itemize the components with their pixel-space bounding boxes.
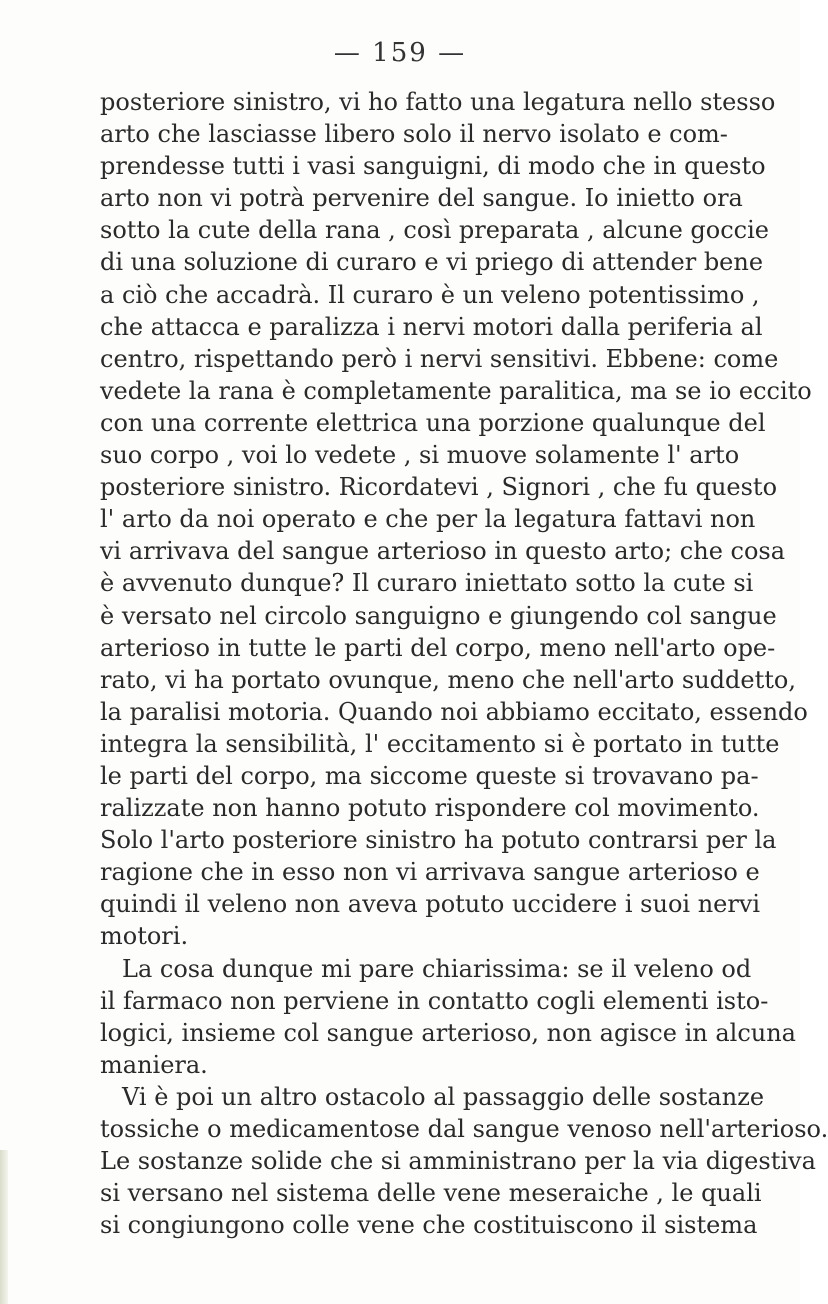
text-line: Vi è poi un altro ostacolo al passaggio delle sostanze: [122, 1082, 765, 1111]
text-line: che attacca e paralizza i nervi motori dalla periferia al: [100, 312, 763, 341]
text-line: La cosa dunque mi pare chiarissima: se il veleno od: [122, 954, 752, 983]
page-edge-shadow: [0, 1150, 8, 1304]
text-line: le parti del corpo, ma siccome queste si trovavano pa-: [100, 761, 759, 790]
text-line: la paralisi motoria. Quando noi abbiamo eccitato, essendo: [100, 697, 808, 726]
text-line: arto che lasciasse libero solo il nervo isolato e com-: [100, 120, 728, 149]
text-line: Solo l'arto posteriore sinistro ha potuto contrarsi per la: [100, 826, 777, 855]
text-line: sotto la cute della rana , così preparata , alcune goccie: [100, 216, 769, 245]
page-number: — 159 —: [333, 38, 467, 68]
text-line: si versano nel sistema delle vene meseraiche , le quali: [100, 1179, 762, 1208]
text-line: centro, rispettando però i nervi sensitivi. Ebbene: come: [100, 344, 779, 373]
text-line: il farmaco non perviene in contatto cogli elementi isto-: [100, 986, 769, 1015]
text-line: l' arto da noi operato e che per la legatura fattavi non: [100, 505, 756, 534]
text-line: ralizzate non hanno potuto rispondere col movimento.: [100, 794, 760, 823]
text-line: motori.: [100, 922, 189, 951]
paragraph: [100, 1081, 828, 1241]
text-line: prendesse tutti i vasi sanguigni, di modo che in questo: [100, 152, 766, 181]
text-line: vedete la rana è completamente paralitica, ma se io eccito: [100, 376, 812, 405]
text-line: quindi il veleno non aveva potuto uccidere i suoi nervi: [100, 890, 761, 919]
text-line: con una corrente elettrica una porzione qualunque del: [100, 408, 766, 437]
paragraph: [100, 953, 796, 1081]
text-line: ragione che in esso non vi arrivava sangue arterioso e: [100, 858, 760, 887]
text-line: integra la sensibilità, l' eccitamento si è portato in tutte: [100, 729, 780, 758]
text-line: è versato nel circolo sanguigno e giungendo col sangue: [100, 601, 777, 630]
text-line: rato, vi ha portato ovunque, meno che nell'arto suddetto,: [100, 665, 796, 694]
text-line: maniera.: [100, 1050, 208, 1079]
text-line: logici, insieme col sangue arterioso, non agisce in alcuna: [100, 1018, 796, 1047]
body-text: [100, 86, 828, 1241]
text-line: posteriore sinistro, vi ho fatto una legatura nello stesso: [100, 88, 776, 116]
text-line: arto non vi potrà pervenire del sangue. Io inietto ora: [100, 184, 743, 213]
text-line: suo corpo , voi lo vedete , si muove solamente l' arto: [100, 441, 740, 470]
text-line: a ciò che accadrà. Il curaro è un veleno potentissimo ,: [100, 280, 760, 309]
text-line: vi arrivava del sangue arterioso in questo arto; che cosa: [100, 537, 786, 566]
text-line: arterioso in tutte le parti del corpo, meno nell'arto ope-: [100, 633, 776, 662]
text-line: di una soluzione di curaro e vi priego di attender bene: [100, 248, 764, 277]
text-line: si congiungono colle vene che costituiscono il sistema: [100, 1211, 758, 1240]
text-line: posteriore sinistro. Ricordatevi , Signori , che fu questo: [100, 473, 778, 502]
text-line: è avvenuto dunque? Il curaro iniettato sotto la cute si: [100, 569, 754, 598]
paragraph: [100, 86, 812, 953]
text-line: Le sostanze solide che si amministrano per la via digestiva: [100, 1147, 816, 1176]
text-line: tossiche o medicamentose dal sangue venoso nell'arterioso.: [100, 1115, 828, 1143]
